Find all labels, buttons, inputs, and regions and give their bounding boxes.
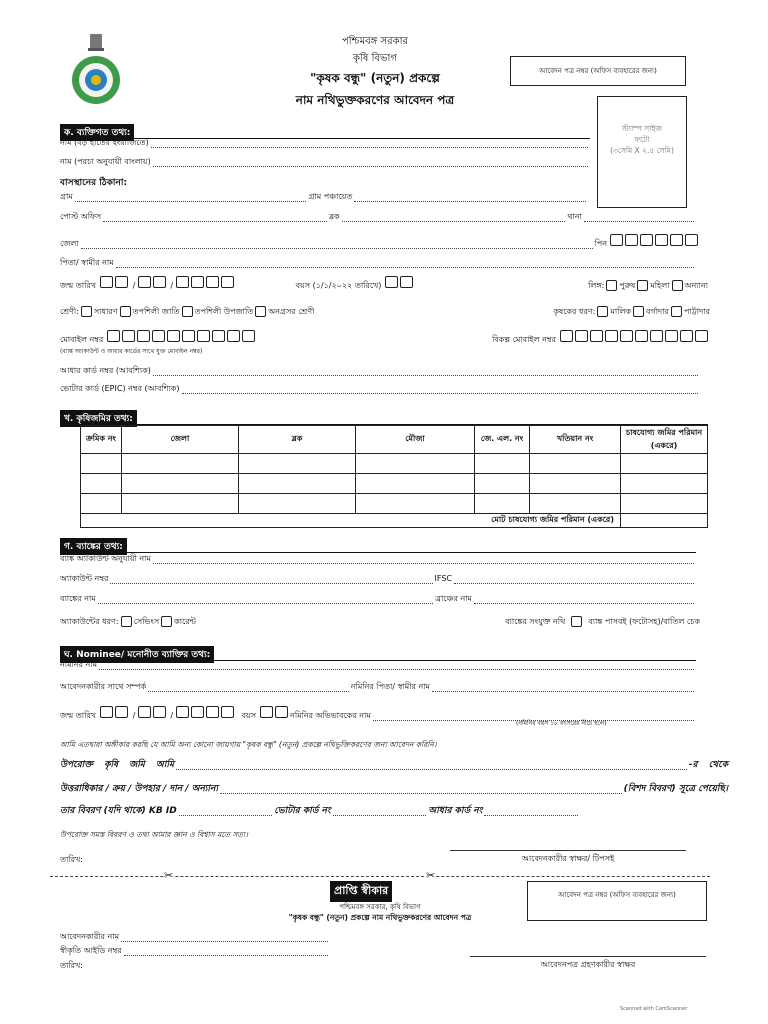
alt-mobile-box[interactable]: [575, 330, 588, 342]
applicant-signature-label: আবেদনকারীর স্বাক্ষর/ টিপসই: [521, 854, 615, 863]
mobile-note: (ব্যাঙ্ক অ্যাকাউন্ট ও আধার কার্ডের সাথে যুক্ত মোবাইল নম্বর): [60, 348, 203, 355]
name-en-field[interactable]: [151, 139, 588, 148]
declaration-from-label: -র থেকে: [688, 760, 728, 770]
land-cell[interactable]: [122, 474, 239, 494]
alt-mobile-label: বিকল্প মোবাইল নম্বর: [492, 335, 556, 344]
sc-label: তপশিলী জাতি: [132, 307, 180, 316]
section-bank-heading: গ. ব্যাঙ্কের তথ্য:: [60, 538, 127, 555]
receipt-applicant-field[interactable]: [121, 933, 328, 942]
applicant-signature-line[interactable]: [450, 850, 686, 851]
govt-emblem-logo: [68, 32, 124, 106]
nominee-dob-box[interactable]: [221, 706, 234, 718]
name-en-label: নাম (বড় হাতের ইংরাজিতে): [60, 138, 149, 147]
mobile-box[interactable]: [212, 330, 225, 342]
nominee-dob-box[interactable]: [176, 706, 189, 718]
scissors-icon: ✂: [426, 869, 436, 882]
land-table: [80, 425, 708, 528]
land-col-mouza: মৌজা: [356, 426, 475, 454]
current-checkbox[interactable]: [161, 616, 172, 627]
land-cell[interactable]: [621, 474, 708, 494]
address-heading: বাসস্থানের ঠিকানা:: [60, 178, 128, 188]
police-station-label: থানা: [567, 212, 583, 221]
land-cell[interactable]: [621, 494, 708, 514]
savings-label: সেভিংস: [133, 617, 160, 626]
gp-label: গ্রাম পঞ্চায়েত: [308, 192, 353, 201]
dob-box[interactable]: [138, 276, 151, 288]
branch-field[interactable]: [474, 595, 694, 604]
epic-label: ভোটার কার্ড (EPIC) নম্বর (আবশ্যিক): [60, 384, 180, 393]
nominee-father-label: নমিনির পিতা/ স্বামীর নাম: [350, 682, 430, 691]
land-cell[interactable]: [530, 454, 621, 474]
photo-box: [597, 96, 687, 208]
bank-name-field[interactable]: [98, 595, 434, 604]
bargadar-label: বর্গাদার: [646, 307, 669, 316]
alt-mobile-box[interactable]: [605, 330, 618, 342]
land-cell[interactable]: [81, 474, 122, 494]
land-col-jl-no: জে. এল. নং: [475, 426, 530, 454]
dob-label: জন্ম তারিখ: [60, 281, 97, 290]
pattadar-checkbox[interactable]: [671, 306, 682, 317]
post-office-field[interactable]: [103, 213, 327, 222]
account-label: অ্যাকাউন্ট নম্বর: [60, 574, 109, 583]
details-label: (বিশদ বিবরণ) সূত্রে পেয়েছি।: [623, 784, 728, 794]
declaration-truth: উপরোক্ত সমস্ত বিবরণ ও তথ্য আমার জ্ঞান ও বিশ্বাস মতে সত্য।: [60, 830, 248, 839]
sc-checkbox[interactable]: [120, 306, 131, 317]
mobile-box[interactable]: [242, 330, 255, 342]
alt-mobile-box[interactable]: [620, 330, 633, 342]
name-bn-field[interactable]: [153, 158, 588, 167]
holder-field[interactable]: [153, 555, 694, 564]
guardian-note: (নমিনির বয়স ১৮ বৎসরের নীচে হলে): [516, 720, 607, 727]
passbook-checkbox[interactable]: [571, 616, 582, 627]
pin-box[interactable]: [610, 234, 623, 246]
general-label: সাধারণ: [93, 307, 118, 316]
land-cell[interactable]: [356, 474, 475, 494]
relation-field[interactable]: [148, 683, 349, 692]
nominee-father-field[interactable]: [432, 683, 694, 692]
receiver-signature-label: আবেদনপত্র গ্রহণকারীর স্বাক্ষর: [540, 960, 636, 969]
pin-box[interactable]: [640, 234, 653, 246]
block-field[interactable]: [342, 213, 566, 222]
declaration-land-label: উপরোক্ত কৃষি জমি আমি: [60, 760, 174, 770]
scissors-icon: ✂: [164, 869, 174, 882]
alt-mobile-box[interactable]: [695, 330, 708, 342]
nominee-dob-box[interactable]: [206, 706, 219, 718]
attach-label: ব্যাঙ্কের সংযুক্ত নথি: [505, 617, 566, 626]
nominee-dob-box[interactable]: [100, 706, 113, 718]
branch-label: ব্রাঞ্চের নাম: [435, 594, 472, 603]
land-col-district: জেলা: [122, 426, 239, 454]
pin-box[interactable]: [625, 234, 638, 246]
police-station-field[interactable]: [584, 213, 694, 222]
pin-box[interactable]: [670, 234, 683, 246]
district-field[interactable]: [81, 240, 593, 249]
nominee-age-box[interactable]: [260, 706, 273, 718]
mobile-box[interactable]: [197, 330, 210, 342]
land-cell[interactable]: [530, 474, 621, 494]
inheritance-label: উত্তরাধিকার / ক্রয় / উপহার / দান / অন্যান্য: [60, 784, 219, 794]
alt-mobile-box[interactable]: [650, 330, 663, 342]
section-personal-heading: ক. ব্যক্তিগত তথ্য:: [60, 124, 134, 141]
aadhaar-decl-label: আধার কার্ড নং: [428, 806, 483, 816]
nominee-name-field[interactable]: [99, 661, 694, 670]
post-office-label: পোস্ট অফিস: [60, 212, 102, 221]
pin-label: পিন: [594, 239, 607, 248]
receipt-ack-field[interactable]: [124, 947, 328, 956]
govt-name: পশ্চিমবঙ্গ সরকার: [341, 36, 408, 47]
obc-label: অনগ্রসর শ্রেণী: [268, 307, 315, 316]
male-checkbox[interactable]: [606, 280, 617, 291]
nominee-dob-box[interactable]: [115, 706, 128, 718]
alt-mobile-box[interactable]: [665, 330, 678, 342]
receipt-office-label: আবেদন পত্র নম্বর (অফিস ব্যবহারের জন্য): [558, 891, 676, 899]
form-title: নাম নথিভুক্তকরণের আবেদন পত্র: [295, 93, 455, 107]
farmer-type-label: কৃষকের ধরণ:: [553, 307, 596, 316]
receiver-signature-line[interactable]: [470, 956, 706, 957]
other-gender-label: অন্যান্য: [684, 281, 708, 290]
dob-box[interactable]: [115, 276, 128, 288]
land-col-khatian: খতিয়ান নং: [530, 426, 621, 454]
village-label: গ্রাম: [60, 192, 73, 201]
aadhaar-label: আধার কার্ড নম্বর (আবশ্যিক): [60, 366, 151, 375]
scheme-name: "কৃষক বন্ধু" (নতুন) প্রকল্পে: [310, 71, 440, 85]
scanner-watermark: Scanned with CamScanner: [620, 1006, 688, 1012]
nominee-dob-label: জন্ম তারিখ: [60, 711, 97, 720]
gp-field[interactable]: [354, 193, 586, 202]
pin-box[interactable]: [685, 234, 698, 246]
land-cell[interactable]: [530, 494, 621, 514]
ifsc-field[interactable]: [454, 575, 694, 584]
passbook-label: ব্যাঙ্ক পাসবই (ফটোসহ)/বাতিল চেক: [588, 617, 700, 626]
inheritance-field[interactable]: [220, 785, 622, 794]
st-label: তপশিলী উপজাতি: [194, 307, 254, 316]
previous-owner-field[interactable]: [176, 761, 687, 770]
land-col-block: ব্লক: [239, 426, 356, 454]
voter-card-field[interactable]: [333, 807, 427, 816]
land-total-cell[interactable]: [621, 514, 708, 528]
district-label: জেলা: [60, 239, 79, 248]
dept-name: কৃষি বিভাগ: [353, 53, 397, 64]
land-cell[interactable]: [81, 454, 122, 474]
nominee-dob-box[interactable]: [138, 706, 151, 718]
bank-name-label: ব্যাঙ্কের নাম: [60, 594, 96, 603]
mobile-box[interactable]: [137, 330, 150, 342]
alt-mobile-box[interactable]: [635, 330, 648, 342]
photo-label-1: স্ট্যাম্প সাইজ: [622, 124, 662, 133]
receipt-applicant-label: আবেদনকারীর নাম: [60, 932, 120, 941]
land-cell[interactable]: [621, 454, 708, 474]
mobile-box[interactable]: [167, 330, 180, 342]
land-cell[interactable]: [239, 494, 356, 514]
land-cell[interactable]: [475, 494, 530, 514]
block-label: ব্লক: [328, 212, 340, 221]
office-use-label: আবেদন পত্র নম্বর (অফিস ব্যবহারের জন্য): [539, 67, 657, 75]
nominee-dob-box[interactable]: [191, 706, 204, 718]
nominee-age-box[interactable]: [275, 706, 288, 718]
mobile-box[interactable]: [107, 330, 120, 342]
section-nominee-heading: ঘ. Nominee/ মনোনীত ব্যাক্তির তথ্য:: [60, 646, 214, 663]
alt-mobile-box[interactable]: [680, 330, 693, 342]
mobile-box[interactable]: [152, 330, 165, 342]
receipt-office-box: [527, 881, 707, 921]
age-box[interactable]: [385, 276, 398, 288]
receipt-subtitle-1: পশ্চিমবঙ্গ সরকার, কৃষি বিভাগ: [339, 903, 421, 911]
age-box[interactable]: [400, 276, 413, 288]
holder-label: ব্যাঙ্ক অ্যাকাউন্ট অনুযায়ী নাম: [60, 554, 151, 563]
office-use-box: [510, 56, 686, 86]
cut-line: [50, 876, 710, 877]
father-field[interactable]: [116, 259, 694, 268]
kb-id-label: তার বিবরণ (যদি থাকে) KB ID: [60, 806, 177, 816]
owner-checkbox[interactable]: [597, 306, 608, 317]
dob-box[interactable]: [191, 276, 204, 288]
land-col-area: চাষযোগ্য জমির পরিমান (একরে): [621, 426, 708, 454]
dob-box[interactable]: [221, 276, 234, 288]
land-cell[interactable]: [356, 454, 475, 474]
land-cell[interactable]: [81, 494, 122, 514]
land-cell[interactable]: [356, 494, 475, 514]
land-cell[interactable]: [239, 474, 356, 494]
current-label: কারেন্ট: [174, 617, 196, 626]
owner-label: মালিক: [610, 307, 631, 316]
female-label: মহিলা: [650, 281, 670, 290]
village-field[interactable]: [75, 193, 307, 202]
mobile-box[interactable]: [182, 330, 195, 342]
guardian-label: নমিনির অভিভাবকের নাম: [290, 711, 371, 720]
dob-box[interactable]: [100, 276, 113, 288]
name-bn-label: নাম (পরচা অনুযায়ী বাংলায়): [60, 157, 151, 166]
age-label: বয়স (১/১/২০২২ তারিখে): [295, 281, 382, 290]
land-col-serial: ক্রমিক নং: [81, 426, 122, 454]
other-gender-checkbox[interactable]: [672, 280, 683, 291]
section-land-heading: খ. কৃষিজমির তথ্য:: [60, 410, 137, 427]
alt-mobile-box[interactable]: [590, 330, 603, 342]
dob-box[interactable]: [206, 276, 219, 288]
mobile-box[interactable]: [227, 330, 240, 342]
receipt-date-label: তারিখ:: [60, 961, 83, 970]
land-cell[interactable]: [239, 454, 356, 474]
female-checkbox[interactable]: [637, 280, 648, 291]
aadhaar-decl-field[interactable]: [484, 807, 578, 816]
acc-type-label: অ্যাকাউন্টের ধরণ:: [60, 617, 119, 626]
receipt-heading: প্রাপ্তি স্বীকার: [330, 881, 392, 902]
alt-mobile-box[interactable]: [560, 330, 573, 342]
nominee-name-label: নমিনির নাম: [60, 660, 98, 669]
photo-label-3: (৩সেমি X ২.৫ সেমি): [610, 146, 674, 155]
epic-field[interactable]: [182, 385, 698, 394]
ifsc-label: IFSC: [434, 574, 452, 583]
caste-label: শ্রেণী:: [60, 307, 79, 316]
gender-label: লিঙ্গ:: [588, 281, 605, 290]
nominee-age-label: বয়স: [241, 711, 257, 720]
bargadar-checkbox[interactable]: [633, 306, 644, 317]
savings-checkbox[interactable]: [121, 616, 132, 627]
relation-label: আবেদনকারীর সাথে সম্পর্ক: [60, 682, 147, 691]
date-label: তারিখ:: [60, 855, 83, 864]
receipt-ack-label: স্বীকৃতি আইডি নম্বর: [60, 946, 122, 955]
declaration-line-1: আমি এতদ্বারা অঙ্গীকার করছি যে আমি অন্য কোনো জায়গায় "কৃষক বন্ধু" (নতুন) প্রকল্পে নথিভুক্তিকরণের জন্য আবেদন করিনি।: [60, 740, 437, 749]
account-field[interactable]: [110, 575, 432, 584]
male-label: পুরুষ: [619, 281, 636, 290]
dob-box[interactable]: [176, 276, 189, 288]
mobile-label: মোবাইল নম্বর: [60, 335, 104, 344]
photo-label-2: ফটো: [634, 135, 650, 144]
land-cell[interactable]: [122, 454, 239, 474]
obc-checkbox[interactable]: [255, 306, 266, 317]
mobile-box[interactable]: [122, 330, 135, 342]
receipt-subtitle-2: "কৃষক বন্ধু" (নতুন) প্রকল্পে নাম নথিভুক্তকরণের আবেদন পত্র: [288, 913, 472, 922]
aadhaar-field[interactable]: [153, 367, 698, 376]
kb-id-field[interactable]: [179, 807, 273, 816]
land-total-label: মোট চাষযোগ্য জমির পরিমান (একরে): [81, 514, 621, 528]
pin-box[interactable]: [655, 234, 668, 246]
voter-card-label: ভোটার কার্ড নং: [274, 806, 331, 816]
father-label: পিতা/ স্বামীর নাম: [60, 258, 114, 267]
nominee-dob-box[interactable]: [153, 706, 166, 718]
pattadar-label: পাট্টাদার: [683, 307, 710, 316]
land-cell[interactable]: [122, 494, 239, 514]
land-cell[interactable]: [475, 454, 530, 474]
st-checkbox[interactable]: [182, 306, 193, 317]
land-cell[interactable]: [475, 474, 530, 494]
general-checkbox[interactable]: [81, 306, 92, 317]
dob-box[interactable]: [153, 276, 166, 288]
